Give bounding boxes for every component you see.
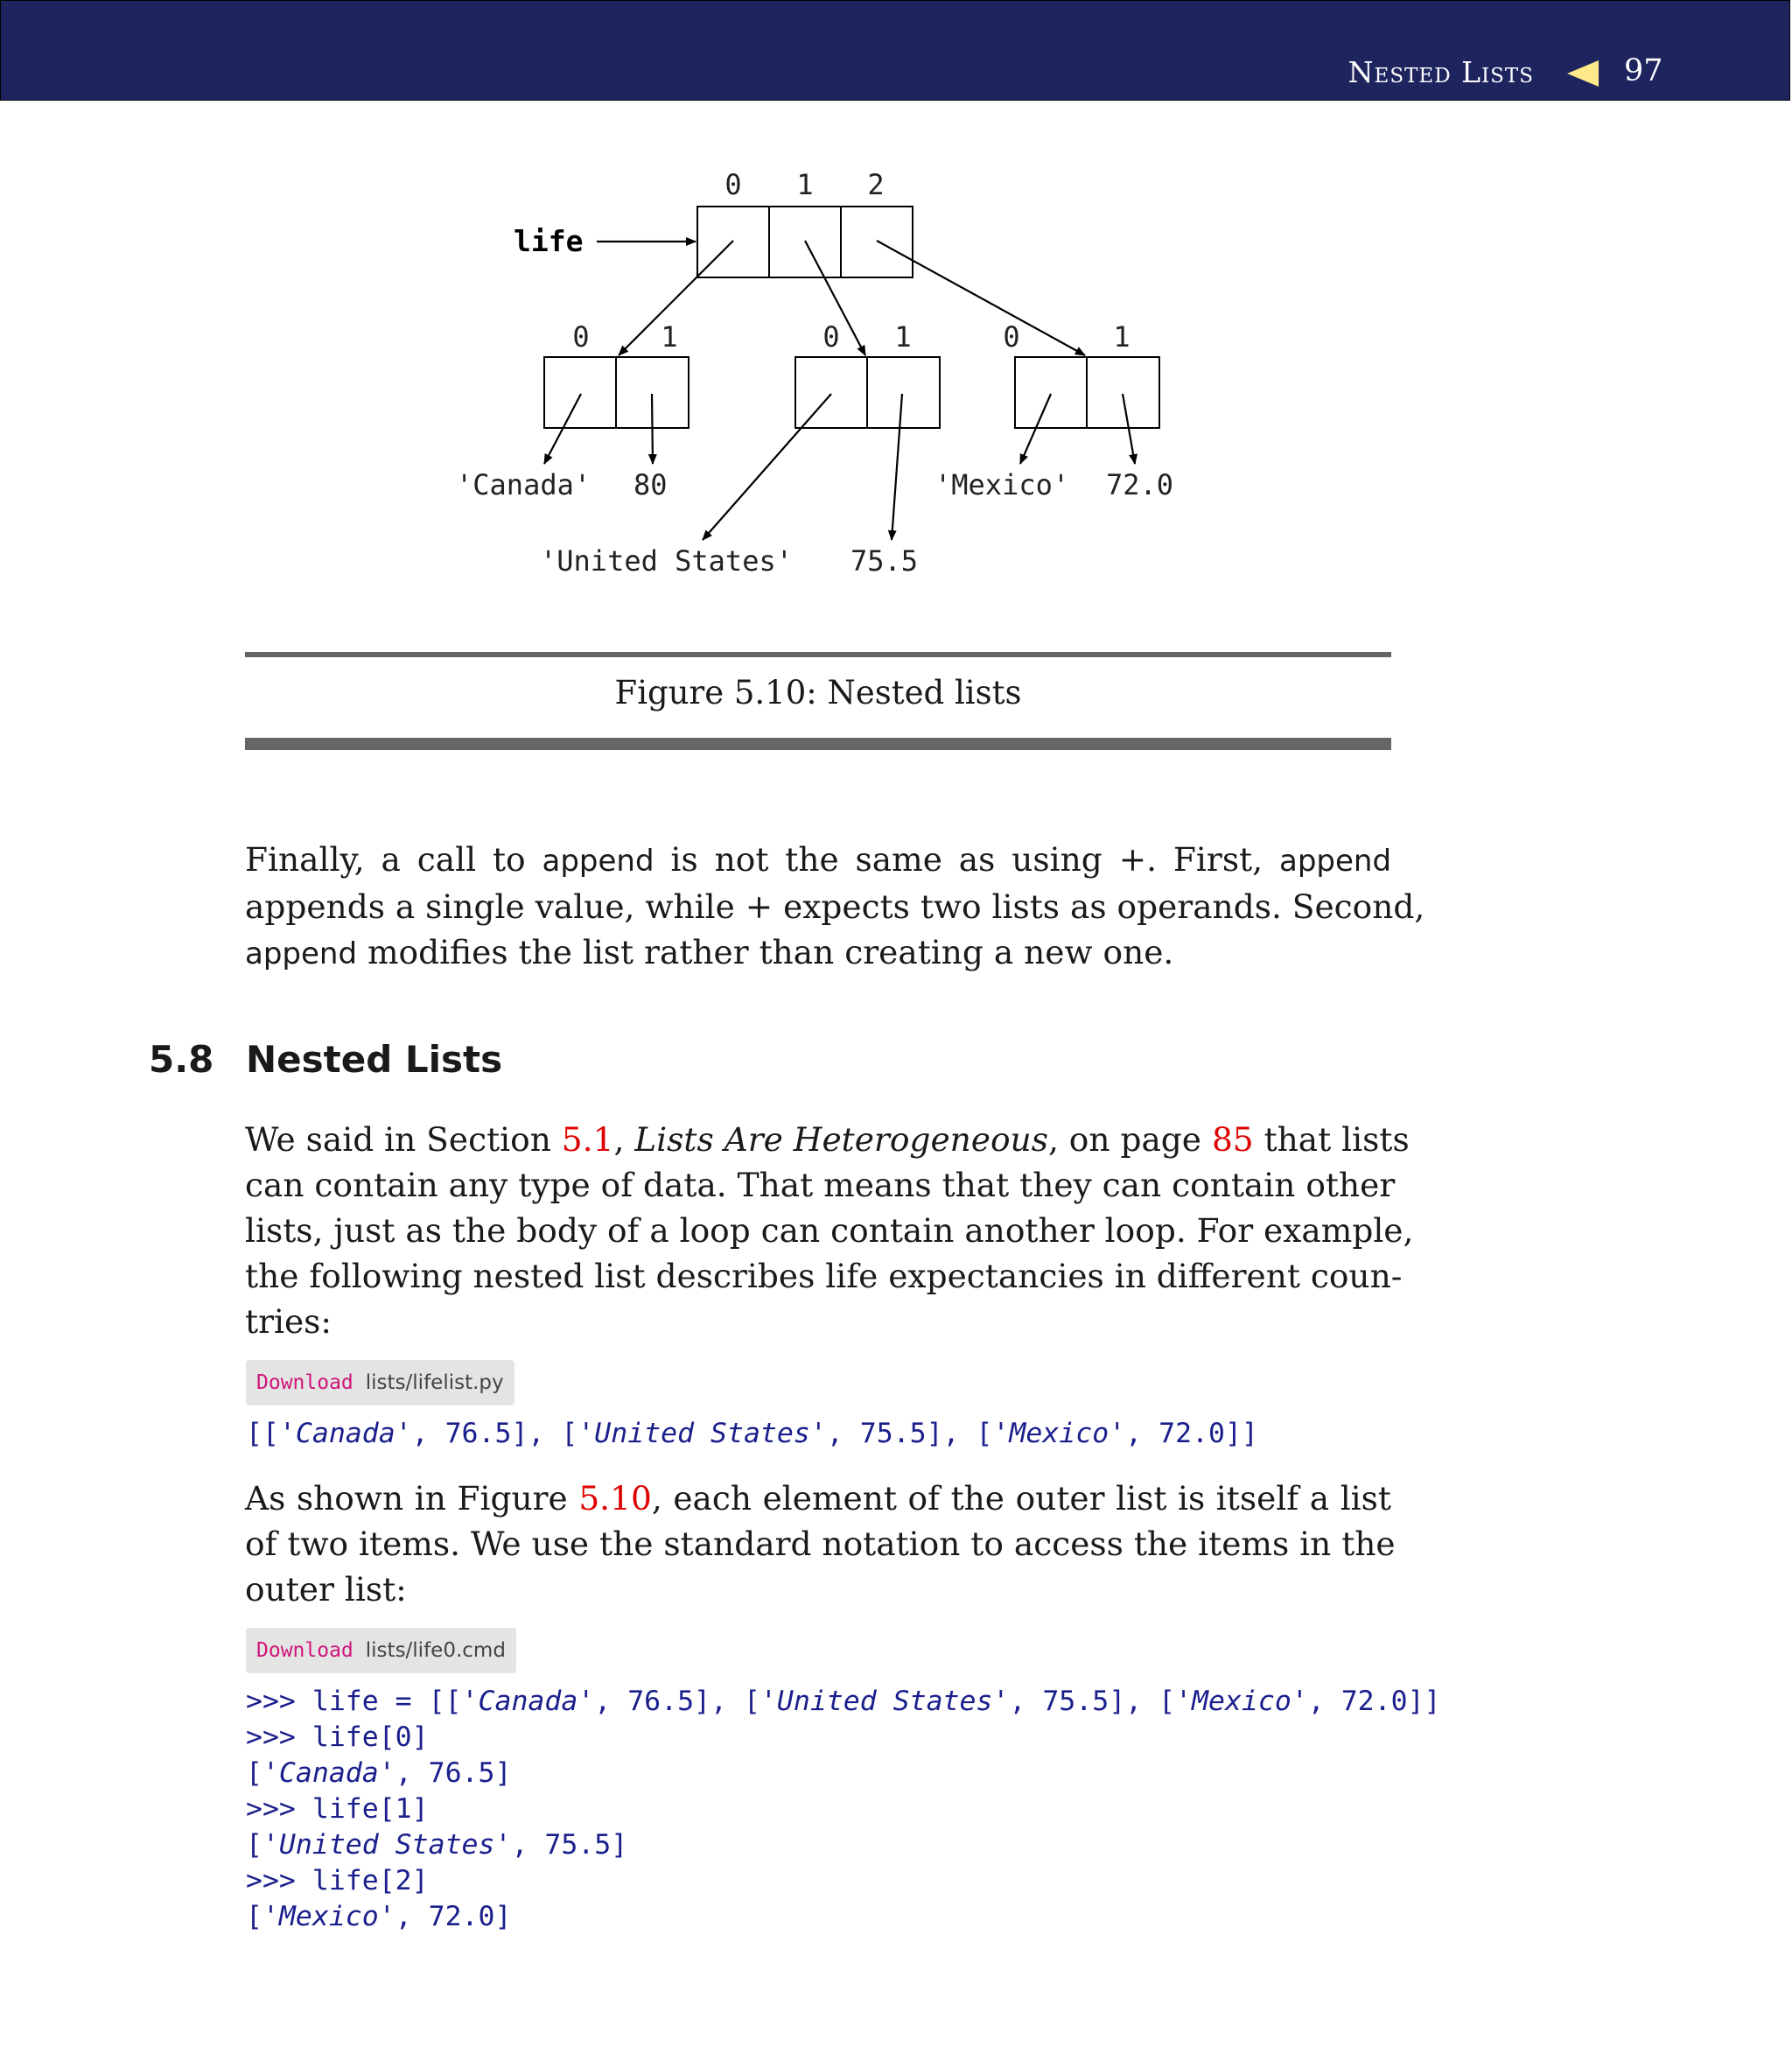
link-figure-5-10[interactable]: 5.10 (578, 1479, 652, 1518)
value-united-states-number: 75.5 (850, 544, 919, 578)
outer-index-2: 2 (867, 168, 885, 201)
code-listing-life0: >>> life = [['Canada', 76.5], ['United States', 75.5], ['Mexico', 72.0]] >>> life[0] ['Canada', 76.5] >>> life[1] ['United States', 75.5] >>> life[2] ['Mexico', 72.0] (246, 1686, 1441, 1932)
page-number: 97 (1624, 53, 1663, 88)
inline-code-append: append (1278, 844, 1392, 879)
inner0-index-1: 1 (661, 320, 678, 354)
inline-code-append: append (245, 936, 358, 971)
caption-top-rule (245, 652, 1391, 657)
variable-label-life: life (514, 224, 584, 258)
download-link-lifelist[interactable] (246, 1360, 514, 1406)
paragraph-append: Finally, a call to append is not the same as using +. First, append appends a single value, while + expects two lists as operands. Second, append modifies the list rather than creating a new one. (245, 840, 1425, 971)
section-title: Nested Lists (246, 1038, 503, 1081)
arrow-inner0-1 (652, 394, 653, 464)
inner1-index-1: 1 (894, 320, 912, 354)
value-united-states: 'United States' (540, 544, 793, 578)
value-mexico-number: 72.0 (1106, 468, 1174, 501)
section-ref-title: Lists Are Heterogeneous (634, 1120, 1048, 1159)
inline-code-append: append (542, 844, 654, 879)
header-arrow-icon (1567, 60, 1599, 87)
header-section-title: Nested Lists (1348, 55, 1534, 89)
outer-index-0: 0 (724, 168, 742, 201)
value-canada-number: 80 (634, 468, 668, 501)
link-page-85[interactable]: 85 (1211, 1120, 1254, 1159)
section-number: 5.8 (149, 1038, 214, 1081)
outer-index-1: 1 (796, 168, 814, 201)
paragraph-figure-ref: As shown in Figure 5.10, each element of the outer list is itself a list of two items. We use the standard notation to access the items in the outer list: (245, 1479, 1396, 1609)
page-header (0, 0, 1790, 101)
code-listing-lifelist: [['Canada', 76.5], ['United States', 75.5], ['Mexico', 72.0]] (246, 1418, 1258, 1449)
nested-list-diagram (0, 140, 1792, 595)
download-label: Download (256, 1371, 354, 1394)
link-section-5-1[interactable]: 5.1 (561, 1120, 614, 1159)
arrow-inner1-0 (703, 394, 831, 540)
download-path: lists/lifelist.py (365, 1371, 504, 1394)
inner2-index-1: 1 (1113, 320, 1130, 354)
download-path: lists/life0.cmd (365, 1639, 506, 1662)
caption-bottom-rule (245, 738, 1391, 750)
inner2-index-0: 0 (1003, 320, 1020, 354)
inner0-index-0: 0 (572, 320, 590, 354)
download-link-life0[interactable] (246, 1628, 516, 1673)
paragraph-intro: We said in Section 5.1, Lists Are Heterogeneous, on page 85 that lists can contain any type of data. That means that they can contain other lists, just as the body of a loop can contain another loop. For example, the following nested list describes life expectancies in different coun- tries: (245, 1120, 1414, 1341)
download-label: Download (256, 1639, 354, 1662)
inner1-index-0: 0 (822, 320, 840, 354)
value-mexico: 'Mexico' (934, 468, 1070, 501)
value-canada: 'Canada' (456, 468, 592, 501)
figure-caption: Figure 5.10: Nested lists (614, 674, 1022, 712)
